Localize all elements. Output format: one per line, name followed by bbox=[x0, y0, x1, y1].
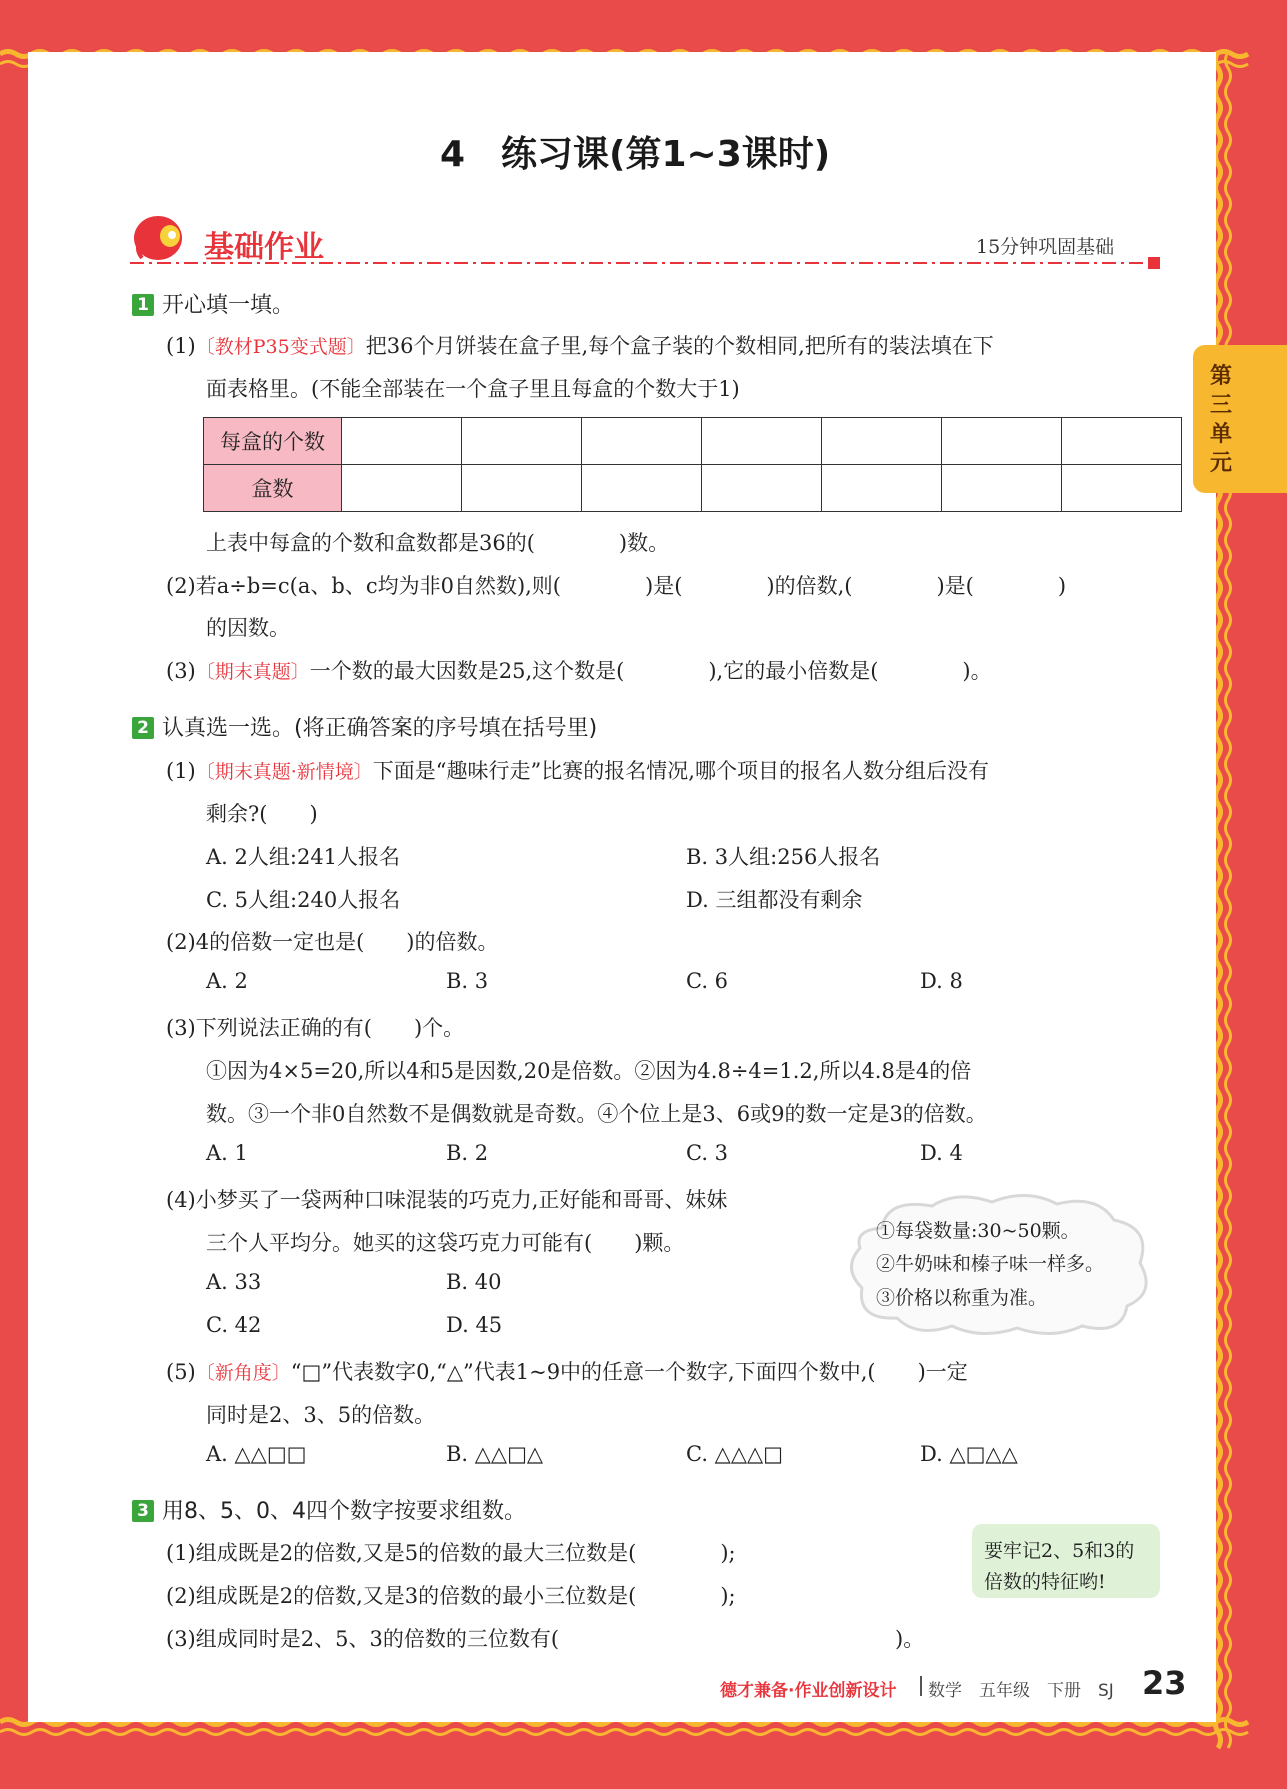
q3-heading bbox=[132, 1494, 526, 1525]
q2-s3-option-a: A. 1 bbox=[206, 1141, 248, 1165]
q2-s2-option-b: B. 3 bbox=[446, 969, 489, 993]
q2-s4-option-d: D. 45 bbox=[446, 1313, 503, 1337]
cloud-line-1: ①每袋数量:30~50颗。 bbox=[876, 1220, 1080, 1242]
q2-s1-no: (1) bbox=[166, 759, 196, 783]
q2-s3-option-b: B. 2 bbox=[446, 1141, 489, 1165]
table-header-per-box: 每盒的个数 bbox=[204, 418, 342, 465]
q2-s1-tag: 〔期末真题·新情境〕 bbox=[195, 761, 373, 783]
q2-s5-tag: 〔新角度〕 bbox=[195, 1362, 291, 1384]
q1-p1-tag: 〔教材P35变式题〕 bbox=[195, 336, 366, 358]
q2-s5-option-d: D. △□△△ bbox=[920, 1442, 1018, 1466]
q1-part1-line1 bbox=[166, 330, 994, 360]
table-row bbox=[204, 465, 1182, 512]
table-header-box-count: 盒数 bbox=[204, 465, 342, 512]
q2-s3-option-d: D. 4 bbox=[920, 1141, 963, 1165]
table-cell[interactable] bbox=[1062, 465, 1182, 512]
q2-head-text: 认真选一选。(将正确答案的序号填在括号里) bbox=[162, 716, 598, 741]
table-cell[interactable] bbox=[1062, 418, 1182, 465]
q2-s3-line1: ①因为4×5=20,所以4和5是因数,20是倍数。②因为4.8÷4=1.2,所以4.8是4的倍 bbox=[206, 1059, 972, 1083]
table-cell[interactable] bbox=[582, 418, 702, 465]
table-row bbox=[204, 418, 1182, 465]
q2-s4-option-a: A. 33 bbox=[206, 1270, 262, 1294]
q2-s1-line1 bbox=[166, 755, 989, 785]
page-title: 4 练习课(第1~3课时) bbox=[440, 134, 831, 175]
table-cell[interactable] bbox=[702, 418, 822, 465]
q2-s5-text: “□”代表数字0,“△”代表1~9中的任意一个数字,下面四个数中,( )一定 bbox=[290, 1360, 968, 1384]
cloud-line-2: ②牛奶味和榛子味一样多。 bbox=[876, 1253, 1105, 1275]
q1-part2-line2: 的因数。 bbox=[206, 616, 290, 640]
q2-s1-option-b: B. 3人组:256人报名 bbox=[686, 845, 881, 869]
footer-brand: 德才兼备·作业创新设计 bbox=[720, 1681, 897, 1701]
q1-answer-table bbox=[203, 417, 1182, 512]
hint-note-line-2: 倍数的特征哟! bbox=[984, 1571, 1106, 1593]
q2-s1-line2: 剩余?( ) bbox=[206, 802, 318, 826]
table-cell[interactable] bbox=[342, 465, 462, 512]
section-subtitle: 15分钟巩固基础 bbox=[976, 236, 1115, 258]
cloud-line-3: ③价格以称重为准。 bbox=[876, 1287, 1048, 1309]
q2-s3-option-c: C. 3 bbox=[686, 1141, 729, 1165]
table-cell[interactable] bbox=[702, 465, 822, 512]
table-cell[interactable] bbox=[342, 418, 462, 465]
q1-part2-line1: (2)若a÷b=c(a、b、c均为非0自然数),则( )是( )的倍数,( )是( ) bbox=[166, 574, 1067, 598]
q2-s4-option-c: C. 42 bbox=[206, 1313, 262, 1337]
table-cell[interactable] bbox=[942, 465, 1062, 512]
q2-s1-option-c: C. 5人组:240人报名 bbox=[206, 888, 401, 912]
section-dashed-divider bbox=[130, 256, 1180, 270]
section-title: 基础作业 bbox=[204, 230, 324, 265]
q2-s5-line1 bbox=[166, 1356, 968, 1386]
footer-divider bbox=[920, 1676, 922, 1696]
q2-s3-line2: 数。③一个非0自然数不是偶数就是奇数。④个位上是3、6或9的数一定是3的倍数。 bbox=[206, 1102, 987, 1126]
page-number: 23 bbox=[1142, 1664, 1187, 1702]
q2-s5-option-b: B. △△□△ bbox=[446, 1442, 544, 1466]
table-cell[interactable] bbox=[462, 418, 582, 465]
q1-part3 bbox=[166, 655, 992, 685]
q3-number: 3 bbox=[132, 1500, 154, 1522]
unit-side-tab-label: 第三单元 bbox=[1209, 364, 1232, 476]
q1-p1-no: (1) bbox=[166, 334, 196, 358]
table-cell[interactable] bbox=[582, 465, 702, 512]
q2-s1-option-d: D. 三组都没有剩余 bbox=[686, 888, 863, 912]
q2-number: 2 bbox=[132, 717, 154, 739]
q2-s5-no: (5) bbox=[166, 1360, 196, 1384]
q2-s1-text: 下面是“趣味行走”比赛的报名情况,哪个项目的报名人数分组后没有 bbox=[372, 759, 989, 783]
q3-head-text: 用8、5、0、4四个数字按要求组数。 bbox=[162, 1499, 526, 1524]
q2-s1-option-a: A. 2人组:241人报名 bbox=[206, 845, 401, 869]
q2-s2-option-c: C. 6 bbox=[686, 969, 729, 993]
hint-note-line-1: 要牢记2、5和3的 bbox=[984, 1540, 1135, 1562]
q2-s5-line2: 同时是2、3、5的倍数。 bbox=[206, 1403, 436, 1427]
q3-line-3: (3)组成同时是2、5、3的倍数的三位数有( )。 bbox=[166, 1627, 925, 1651]
q1-number: 1 bbox=[132, 294, 154, 316]
q1-heading bbox=[132, 288, 294, 319]
q1-p3-text: 一个数的最大因数是25,这个数是( ),它的最小倍数是( )。 bbox=[309, 659, 992, 683]
q2-s2-option-a: A. 2 bbox=[206, 969, 248, 993]
q2-s4-line1: (4)小梦买了一袋两种口味混装的巧克力,正好能和哥哥、妹妹 bbox=[166, 1188, 728, 1212]
q2-s5-option-a: A. △△□□ bbox=[206, 1442, 307, 1466]
q2-heading bbox=[132, 711, 597, 742]
q1-part1-line2: 面表格里。(不能全部装在一个盒子里且每盒的个数大于1) bbox=[206, 377, 740, 401]
q2-s2-option-d: D. 8 bbox=[920, 969, 963, 993]
q2-s5-option-c: C. △△△□ bbox=[686, 1442, 783, 1466]
table-cell[interactable] bbox=[822, 418, 942, 465]
footer-info: 数学 五年级 下册 SJ bbox=[928, 1681, 1114, 1701]
table-cell[interactable] bbox=[822, 465, 942, 512]
q2-s2-text: (2)4的倍数一定也是( )的倍数。 bbox=[166, 930, 499, 954]
q2-s4-line2: 三个人平均分。她买的这袋巧克力可能有( )颗。 bbox=[206, 1231, 685, 1255]
q1-p3-no: (3) bbox=[166, 659, 196, 683]
table-cell[interactable] bbox=[462, 465, 582, 512]
q1-p3-tag: 〔期末真题〕 bbox=[195, 661, 310, 683]
q3-line-2: (2)组成既是2的倍数,又是3的倍数的最小三位数是( ); bbox=[166, 1584, 736, 1608]
q2-s4-option-b: B. 40 bbox=[446, 1270, 502, 1294]
q1-head-text: 开心填一填。 bbox=[162, 293, 295, 318]
q1-p1-text1: 把36个月饼装在盒子里,每个盒子装的个数相同,把所有的装法填在下 bbox=[365, 334, 994, 358]
table-cell[interactable] bbox=[942, 418, 1062, 465]
q2-s3-text: (3)下列说法正确的有( )个。 bbox=[166, 1016, 465, 1040]
q1-part1-after: 上表中每盒的个数和盒数都是36的( )数。 bbox=[206, 531, 670, 555]
q3-line-1: (1)组成既是2的倍数,又是5的倍数的最大三位数是( ); bbox=[166, 1541, 736, 1565]
